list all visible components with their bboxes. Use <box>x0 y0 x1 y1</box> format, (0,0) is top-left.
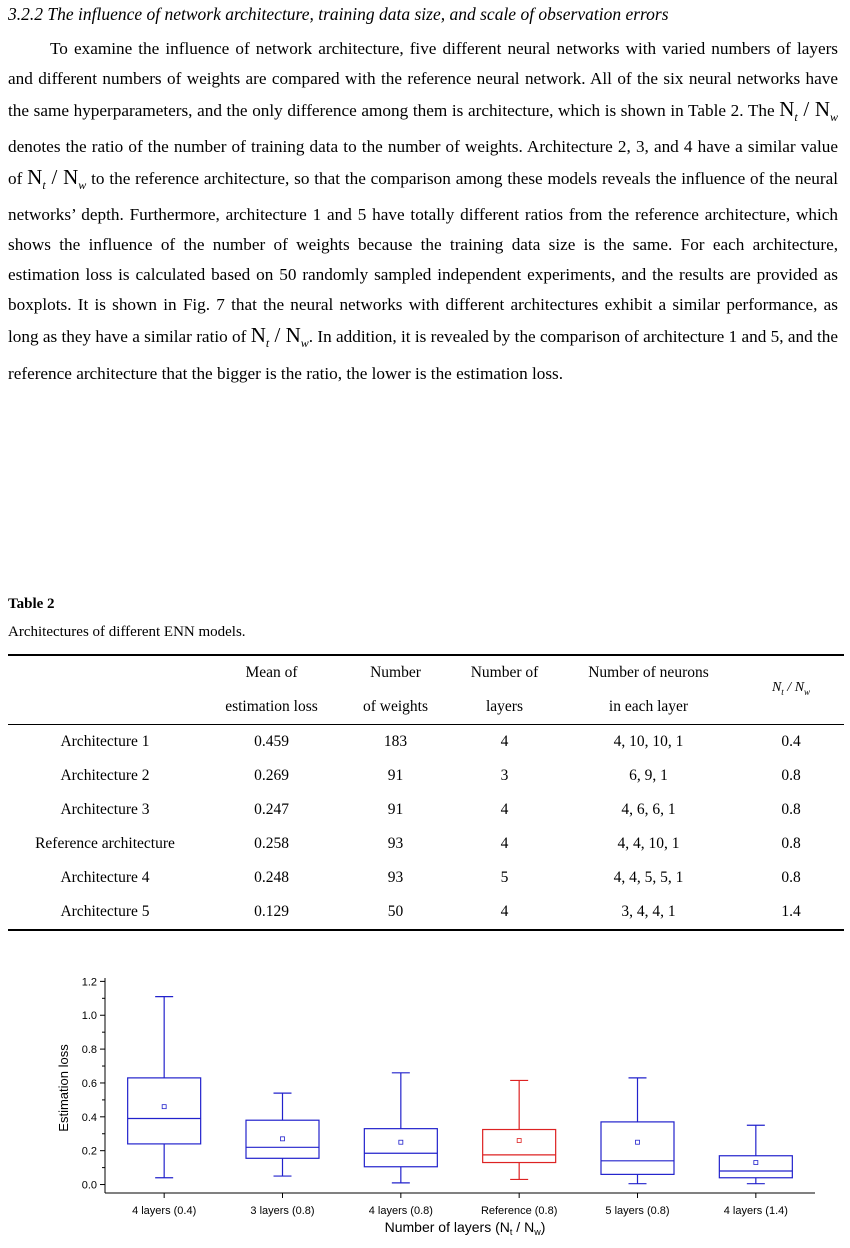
table-cell: 0.129 <box>254 903 289 920</box>
table-cell: 5 <box>500 869 509 886</box>
table-cell: Architecture 4 <box>60 869 150 886</box>
table-cell: 0.8 <box>781 869 801 886</box>
paragraph-part-4: . In addition, it is revealed by the comparison of architecture 1 and 5, and the reference architecture that the bigger is the ratio, the lower is the estimation loss. <box>8 327 838 383</box>
table-cell: Architecture 1 <box>60 733 150 750</box>
mean-marker <box>399 1140 403 1144</box>
table-cell: 4 <box>500 801 509 818</box>
y-tick-label: 1.0 <box>81 1010 97 1023</box>
table-row <box>8 827 844 861</box>
x-tick-label: 4 layers (1.4) <box>723 1205 788 1217</box>
table-cell: 91 <box>387 767 404 784</box>
table-label: Table 2 <box>8 596 55 612</box>
table-header: Number of neurons <box>588 664 709 681</box>
iqr-box <box>483 1130 556 1163</box>
mean-marker <box>517 1139 521 1143</box>
table-row <box>8 793 844 827</box>
table-row <box>8 861 844 895</box>
table-row <box>8 725 844 760</box>
iqr-box <box>246 1120 319 1158</box>
table-header: in each layer <box>559 690 738 725</box>
iqr-box <box>128 1078 201 1144</box>
table-cell: 183 <box>383 733 408 750</box>
paragraph-part-1: To examine the influence of network architecture, five different neural networks with varied numbers of layers and different numbers of weights are compared with the reference neural network. All of the six neural networks have the same hyperparameters, and the only difference among them is architecture, which is shown in Table 2. The <box>8 39 838 120</box>
box-4 <box>483 1080 556 1179</box>
iqr-box <box>719 1156 792 1178</box>
ratio-symbol: $N_t / N_w$ <box>27 165 87 193</box>
table-cell: 0.8 <box>781 767 801 784</box>
iqr-box <box>364 1129 437 1167</box>
table-cell: 93 <box>387 869 404 886</box>
table-cell: 0.269 <box>254 767 289 784</box>
table-cell: 4, 6, 6, 1 <box>621 801 676 818</box>
x-tick-label: Reference (0.8) <box>480 1205 558 1217</box>
y-tick-label: 0.2 <box>81 1145 97 1158</box>
table-cell: Reference architecture <box>35 835 175 852</box>
box-1 <box>128 997 201 1178</box>
table-cell: 4, 10, 10, 1 <box>613 733 684 750</box>
table-cell: 93 <box>387 835 404 852</box>
table-header-ratio: $N_t / N_w$ <box>738 655 844 725</box>
table-header: estimation loss <box>202 690 341 725</box>
section-heading: 3.2.2 The influence of network architecture, training data size, and scale of observation errors <box>8 4 669 24</box>
table-cell: 91 <box>387 801 404 818</box>
x-tick-label: 5 layers (0.8) <box>605 1205 670 1217</box>
table-cell: 6, 9, 1 <box>629 767 668 784</box>
paragraph-part-2: denotes the ratio of the number of training data to the number of weights. Architecture 2, 3, and 4 have a similar value of <box>8 137 838 189</box>
ratio-symbol: $N_t / N_w$ <box>779 97 839 125</box>
body-paragraph <box>8 34 838 389</box>
mean-marker <box>754 1161 758 1165</box>
table-cell: Architecture 2 <box>60 767 150 784</box>
table-row <box>8 759 844 793</box>
y-tick-label: 0.0 <box>81 1179 97 1192</box>
y-tick-label: 0.8 <box>81 1044 97 1057</box>
mean-marker <box>162 1105 166 1109</box>
iqr-box <box>601 1122 674 1174</box>
table-header: of weights <box>341 690 450 725</box>
y-tick-label: 0.6 <box>81 1077 97 1090</box>
table-caption: Architectures of different ENN models. <box>8 624 246 640</box>
table-cell: 0.248 <box>254 869 289 886</box>
table-cell: 3 <box>500 767 509 784</box>
x-tick-label: 4 layers (0.4) <box>132 1205 197 1217</box>
table-cell: 0.258 <box>254 835 289 852</box>
table-header: layers <box>450 690 559 725</box>
x-tick-label: 4 layers (0.8) <box>368 1205 433 1217</box>
table-cell: 4 <box>500 903 509 920</box>
boxplot-chart <box>40 968 820 1238</box>
box-5 <box>601 1078 674 1184</box>
table-cell: 0.8 <box>781 801 801 818</box>
box-3 <box>364 1073 437 1183</box>
box-2 <box>246 1093 319 1176</box>
table-cell: 4, 4, 5, 5, 1 <box>613 869 684 886</box>
table-cell: Architecture 3 <box>60 801 150 818</box>
table-cell: 4 <box>500 835 509 852</box>
table-cell: 0.459 <box>254 733 289 750</box>
box-6 <box>719 1125 792 1183</box>
x-axis-label: Number of layers $(N_t / N_w)$ <box>384 1219 546 1237</box>
table-cell: Architecture 5 <box>60 903 150 920</box>
table-cell: 4, 4, 10, 1 <box>617 835 680 852</box>
table-cell: 0.4 <box>781 733 801 750</box>
paragraph-part-3: to the reference architecture, so that the comparison among these models reveals the influence of the neural networks’ depth. Furthermore, architecture 1 and 5 have totally different ratios from the reference architecture, which shows the influence of the number of weights because the training data size is the same. For each architecture, estimation loss is calculated based on 50 randomly sampled independent experiments, and the results are provided as boxplots. It is shown in Fig. 7 that the neural networks with different architectures exhibit a similar performance, as long as they have a similar ratio of <box>8 169 838 347</box>
table-header <box>8 655 202 690</box>
y-tick-label: 0.4 <box>81 1111 97 1124</box>
table-header <box>8 690 202 725</box>
y-axis-label: Estimation loss <box>56 1044 71 1132</box>
table-cell: 4 <box>500 733 509 750</box>
table-header: Number of <box>470 664 539 681</box>
mean-marker <box>636 1140 640 1144</box>
table-cell: 1.4 <box>781 903 801 920</box>
architecture-table <box>8 654 844 931</box>
table-cell: 0.8 <box>781 835 801 852</box>
table-row <box>8 895 844 930</box>
table-header: Mean of <box>245 664 298 681</box>
y-tick-label: 1.2 <box>81 976 97 989</box>
x-tick-label: 3 layers (0.8) <box>250 1205 315 1217</box>
ratio-symbol: $N_t / N_w$ <box>250 323 309 351</box>
table-cell: 3, 4, 4, 1 <box>621 903 676 920</box>
table-header: Number <box>370 664 421 681</box>
table-cell: 0.247 <box>254 801 289 818</box>
table-cell: 50 <box>387 903 404 920</box>
mean-marker <box>281 1137 285 1141</box>
